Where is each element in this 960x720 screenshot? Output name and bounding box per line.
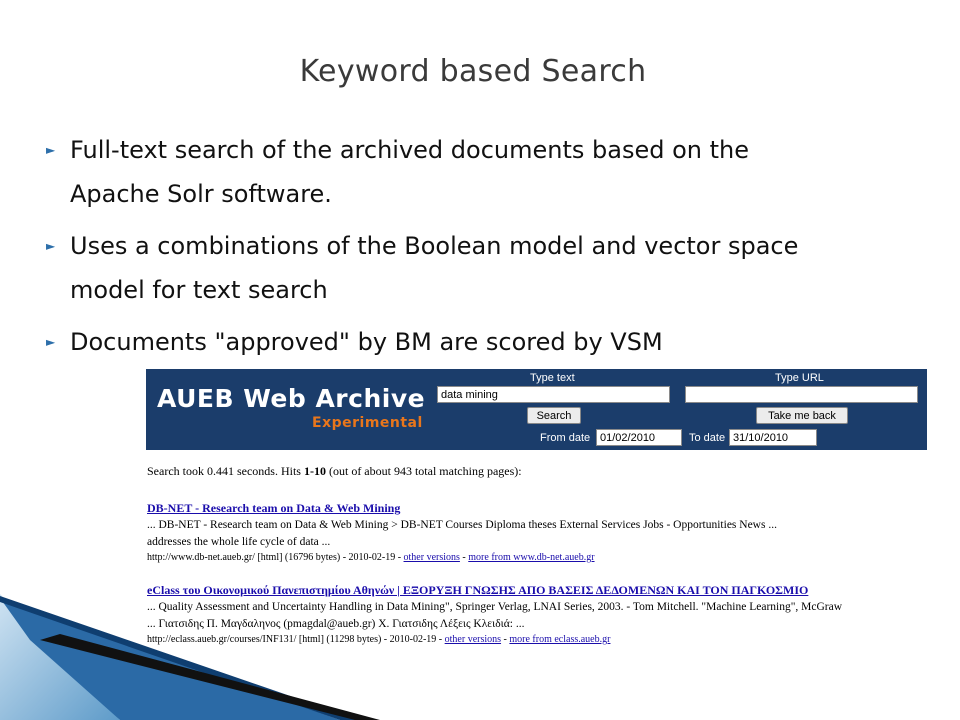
search-button[interactable]: Search <box>527 407 581 424</box>
take-me-back-button[interactable]: Take me back <box>756 407 848 424</box>
meta-separator: - <box>501 634 510 645</box>
archive-subtitle: Experimental <box>312 415 423 431</box>
to-date-label: To date <box>689 432 726 444</box>
type-url-label: Type URL <box>775 372 824 384</box>
other-versions-link[interactable]: other versions <box>444 634 502 645</box>
result-title-link[interactable]: DB-NET - Research team on Data & Web Mining <box>147 501 401 515</box>
more-from-link[interactable]: more from www.db-net.aueb.gr <box>468 552 595 563</box>
result-url-info: http://www.db-net.aueb.gr/ [html] (16796 bytes) - 2010-02-19 - <box>147 552 404 563</box>
bullet-text-line: Uses a combinations of the Boolean model and vector space <box>70 232 799 260</box>
result-snippet: ... Γιατσιδης Π. Μαγδαληνος (pmagdal@aueb.gr) Χ. Γιατσιδης Λέξεις Κλειδιά: ... <box>147 618 525 630</box>
type-text-label: Type text <box>530 372 575 384</box>
bullet-arrow-icon: ► <box>46 335 56 349</box>
stats-suffix: (out of about 943 total matching pages): <box>325 464 522 478</box>
result-url-info: http://eclass.aueb.gr/courses/INF131/ [html] (11298 bytes) - 2010-02-19 - <box>147 634 445 645</box>
result-snippet: ... DB-NET - Research team on Data & Web Mining > DB-NET Courses Diploma theses External Services Jobs - Opportunities News ... <box>147 519 777 531</box>
more-from-link[interactable]: more from eclass.aueb.gr <box>509 634 611 645</box>
meta-separator: - <box>459 552 469 563</box>
bullet-arrow-icon: ► <box>46 239 56 253</box>
result-snippet: addresses the whole life cycle of data ... <box>147 536 331 548</box>
bullet-text-line: model for text search <box>70 276 328 304</box>
from-date-label: From date <box>540 432 591 444</box>
result-snippet: ... Quality Assessment and Uncertainty Handling in Data Mining", Springer Verlag, LNAI Series, 2003. - Tom Mitchell. "Machine Learning", McGraw <box>147 601 843 613</box>
stats-prefix: Search took 0.441 seconds. Hits <box>147 464 304 478</box>
stats-range: 1-10 <box>303 464 326 478</box>
bullet-text-line: Documents "approved" by BM are scored by VSM <box>70 328 663 356</box>
bullet-arrow-icon: ► <box>46 143 56 157</box>
bullet-text-line: Apache Solr software. <box>70 180 332 208</box>
slide-title: Keyword based Search <box>299 54 647 89</box>
result-title-link[interactable]: eClass του Οικονομικού Πανεπιστημίου Αθηνών | ΕΞΟΡΥΞΗ ΓΝΩΣΗΣ ΑΠΟ ΒΑΣΕΙΣ ΔΕΔΟΜΕΝΩΝ ΚΑΙ ΤΟΝ ΠΑΓΚΟΣΜΙΟ <box>147 583 809 597</box>
archive-logo: AUEB Web Archive <box>157 384 426 413</box>
bullet-text-line: Full-text search of the archived documents based on the <box>70 136 749 164</box>
other-versions-link[interactable]: other versions <box>403 552 460 563</box>
